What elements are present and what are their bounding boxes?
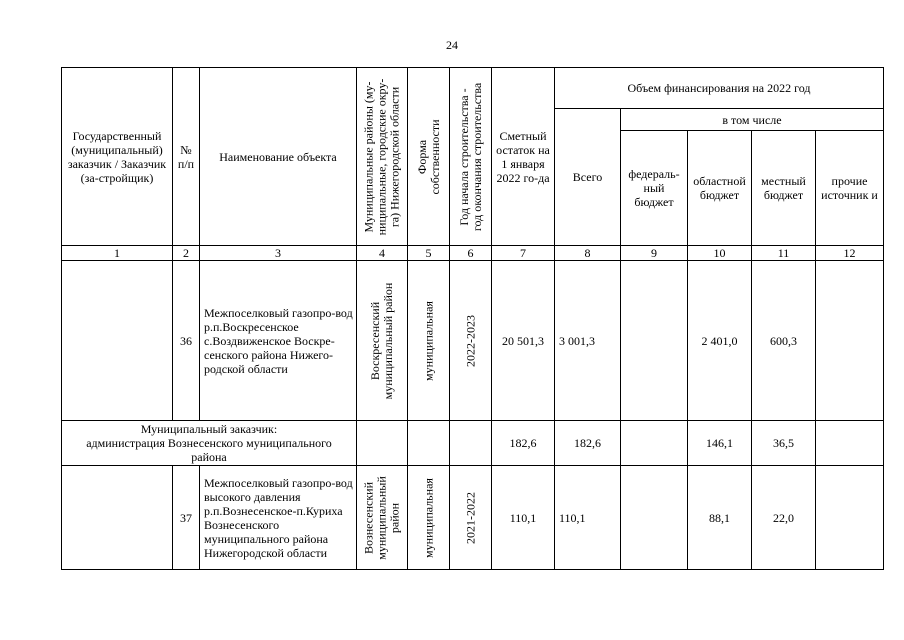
header-federal: федераль-ный бюджет [621,131,688,246]
column-number: 9 [621,246,688,261]
customer-row-ownership [408,421,450,466]
customer-row-label-line: администрация Вознесенского муниципального [86,436,332,450]
row36-federal [621,261,688,421]
header-districts [357,68,408,246]
header-regional: областной бюджет [688,131,752,246]
column-number: 10 [688,246,752,261]
column-number: 4 [357,246,408,261]
customer-row-label-line: Муниципальный заказчик: [140,422,278,436]
header-years [450,68,492,246]
row37-other [816,466,884,570]
header-customer: Государственный (муниципальный) заказчик / Заказчик (за-стройщик) [62,68,173,246]
row37-district-line: район [387,502,402,533]
financing-table [61,67,884,570]
row37-district-line: муниципальный [374,475,389,560]
column-number: 2 [173,246,200,261]
customer-row-estimate: 182,6 [492,421,555,466]
customer-row-district [357,421,408,466]
column-number-row [62,246,884,261]
row37-ownership: муниципальная [408,466,450,570]
row36-regional: 2 401,0 [688,261,752,421]
column-number: 3 [200,246,357,261]
column-number: 8 [555,246,621,261]
header-districts-line: га) Нижегородской области [387,86,402,227]
row36-num: 36 [173,261,200,421]
row37-estimate: 110,1 [492,466,555,570]
row37-total: 110,1 [555,466,621,570]
row36-estimate: 20 501,3 [492,261,555,421]
row36-name: Межпоселковый газопро-вод р.п.Воскресенское с.Воздвиженское Воскре-сенского района Нижего-родской области [200,261,357,421]
table-row [62,466,884,570]
row37-federal [621,466,688,570]
customer-row-label-line: района [191,450,227,464]
row36-local: 600,3 [752,261,816,421]
row37-regional: 88,1 [688,466,752,570]
row36-ownership: муниципальная [408,261,450,421]
row36-years: 2022-2023 [450,261,492,421]
row36-district-line: муниципальный район [381,282,395,399]
header-financing: Объем финансирования на 2022 год [555,68,884,109]
header-local: местный бюджет [752,131,816,246]
customer-row-local: 36,5 [752,421,816,466]
row36-total: 3 001,3 [555,261,621,421]
column-number: 12 [816,246,884,261]
row37-district-line: Вознесенский [361,481,376,554]
header-num: № п/п [173,68,200,246]
header-years-line: год окончания строительства [469,82,484,231]
customer-row-other [816,421,884,466]
row37-local: 22,0 [752,466,816,570]
row37-num: 37 [173,466,200,570]
row36-customer [62,261,173,421]
header-ownership-line: собственности [427,118,442,195]
customer-row-regional: 146,1 [688,421,752,466]
row37-district [357,466,408,570]
row37-years: 2021-2022 [450,466,492,570]
header-districts-line: Муниципальные районы (му- [361,81,376,233]
row36-district [357,261,408,421]
column-number: 7 [492,246,555,261]
header-total: Всего [555,109,621,246]
customer-row-label [62,421,357,466]
column-number: 11 [752,246,816,261]
column-number: 6 [450,246,492,261]
header-including: в том числе [621,109,884,131]
header-estimate: Сметный остаток на 1 января 2022 го-да [492,68,555,246]
header-ownership-line: Форма [414,139,429,174]
table-row [62,421,884,466]
header-ownership [408,68,450,246]
customer-row-total: 182,6 [555,421,621,466]
header-other: прочие источник и [816,131,884,246]
row37-customer [62,466,173,570]
row36-other [816,261,884,421]
column-number: 1 [62,246,173,261]
customer-row-federal [621,421,688,466]
header-districts-line: ниципальные, городские окру- [374,78,389,235]
row37-name: Межпоселковый газопро-вод высокого давления р.п.Вознесенское-п.Куриха Вознесенского муниципального района Нижегородской области [200,466,357,570]
table-row [62,261,884,421]
customer-row-years [450,421,492,466]
header-years-line: Год начала строительства - [456,87,471,226]
column-number: 5 [408,246,450,261]
row36-district-line: Воскресенский [368,301,382,380]
page-number: 24 [446,38,458,52]
header-object-name: Наименование объекта [200,68,357,246]
